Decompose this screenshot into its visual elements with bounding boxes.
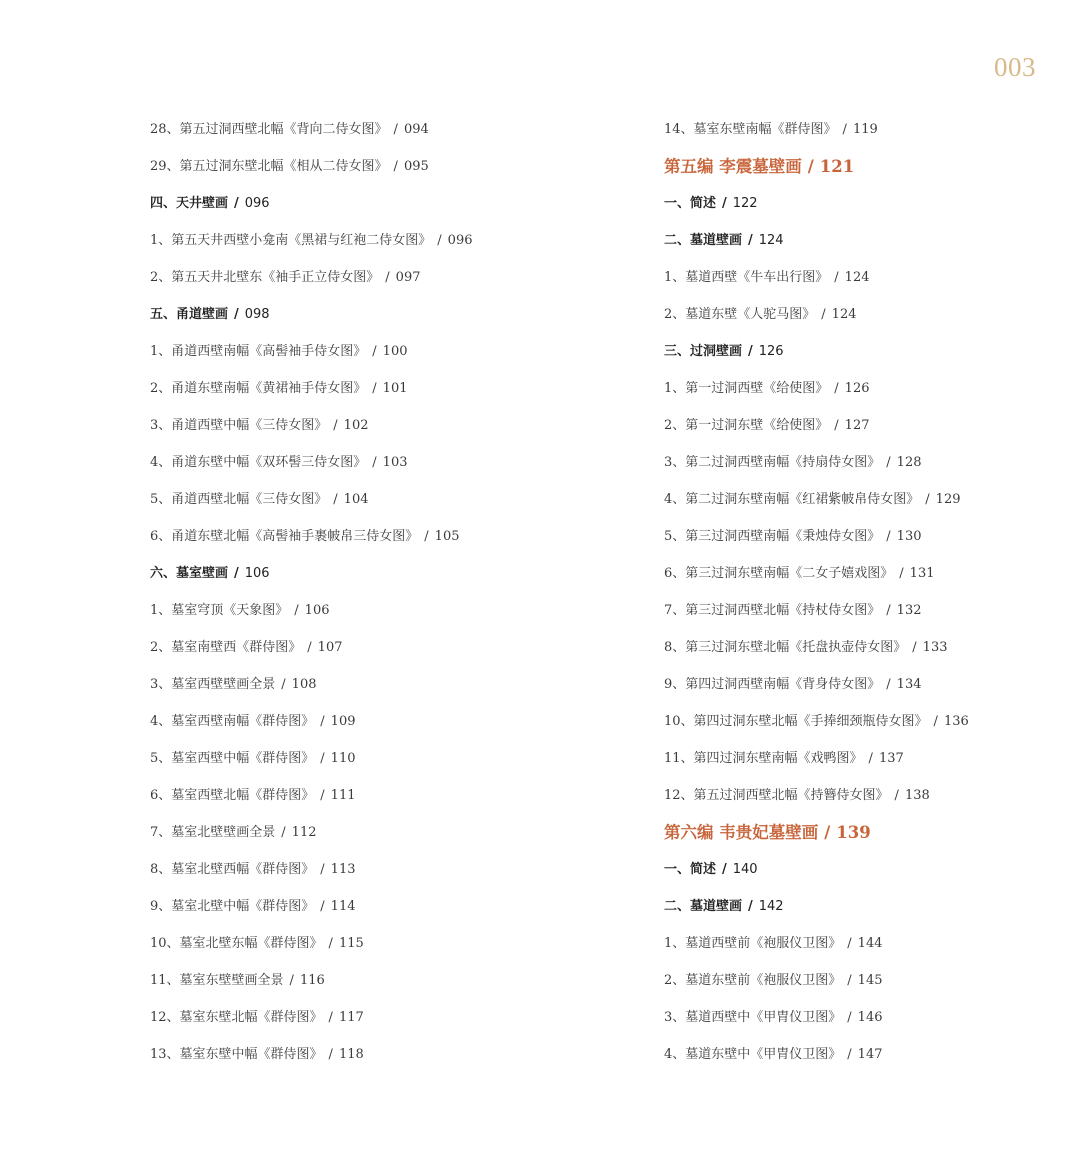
entry-title: 2、第一过洞东壁《给使图》: [664, 418, 829, 433]
entry-title: 二、墓道壁画: [664, 899, 743, 914]
page-separator: /: [933, 714, 938, 729]
page-separator: /: [281, 825, 286, 840]
entry-page-number: 106: [304, 603, 330, 618]
toc-entry: [664, 407, 1064, 444]
entry-title: 1、第一过洞西壁《给使图》: [664, 381, 829, 396]
page-separator: /: [722, 196, 727, 211]
page-separator: /: [328, 1010, 333, 1025]
entry-title: 1、墓室穹顶《天象图》: [150, 603, 289, 618]
toc-entry: [150, 407, 610, 444]
entry-title: 7、墓室北壁壁画全景: [150, 825, 276, 840]
entry-title: 2、墓室南壁西《群侍图》: [150, 640, 302, 655]
entry-title: 2、第五天井北壁东《袖手正立侍女图》: [150, 270, 380, 285]
entry-title: 二、墓道壁画: [664, 233, 743, 248]
page-separator: /: [320, 714, 325, 729]
toc-entry: [150, 888, 610, 925]
entry-title: 4、墓室西壁南幅《群侍图》: [150, 714, 315, 729]
entry-page-number: 106: [244, 566, 270, 581]
entry-title: 10、第四过洞东壁北幅《手捧细颈瓶侍女图》: [664, 714, 928, 729]
entry-title: 五、甬道壁画: [150, 307, 229, 322]
toc-entry: [664, 962, 1064, 999]
entry-page-number: 127: [844, 418, 870, 433]
page-separator: /: [821, 307, 826, 322]
entry-page-number: 111: [330, 788, 356, 803]
entry-page-number: 126: [844, 381, 870, 396]
toc-entry: [664, 666, 1064, 703]
page-separator: /: [234, 196, 239, 211]
entry-title: 3、墓室西壁壁画全景: [150, 677, 276, 692]
page-separator: /: [393, 159, 398, 174]
toc-entry: [150, 962, 610, 999]
page-separator: /: [847, 973, 852, 988]
entry-page-number: 097: [395, 270, 421, 285]
section-heading: [664, 851, 1064, 888]
toc-entry: [664, 444, 1064, 481]
toc-entry: [150, 518, 610, 555]
toc-entry: [150, 851, 610, 888]
page-separator: /: [393, 122, 398, 137]
page-separator: /: [834, 418, 839, 433]
entry-title: 4、甬道东壁中幅《双环髻三侍女图》: [150, 455, 367, 470]
page-separator: /: [328, 936, 333, 951]
entry-title: 10、墓室北壁东幅《群侍图》: [150, 936, 323, 951]
entry-page-number: 102: [343, 418, 369, 433]
entry-title: 1、墓道西壁前《袍服仪卫图》: [664, 936, 842, 951]
page-separator: /: [847, 1047, 852, 1062]
section-heading: [664, 222, 1064, 259]
entry-title: 第五编 李震墓壁画: [664, 157, 802, 176]
toc-entry: [150, 370, 610, 407]
entry-title: 12、第五过洞西壁北幅《持簪侍女图》: [664, 788, 889, 803]
entry-page-number: 128: [896, 455, 922, 470]
toc-entry: [150, 814, 610, 851]
page-separator: /: [372, 344, 377, 359]
entry-title: 8、墓室北壁西幅《群侍图》: [150, 862, 315, 877]
toc-entry: [150, 222, 610, 259]
entry-page-number: 103: [382, 455, 408, 470]
entry-page-number: 137: [878, 751, 904, 766]
page-separator: /: [824, 823, 831, 842]
entry-title: 四、天井壁画: [150, 196, 229, 211]
toc-entry: [150, 925, 610, 962]
page-separator: /: [281, 677, 286, 692]
page-separator: /: [886, 529, 891, 544]
toc-entry: [150, 740, 610, 777]
entry-page-number: 119: [852, 122, 878, 137]
entry-page-number: 112: [291, 825, 317, 840]
entry-page-number: 147: [857, 1047, 883, 1062]
entry-page-number: 139: [836, 823, 871, 842]
entry-title: 11、墓室东壁壁画全景: [150, 973, 284, 988]
toc-right-column: [664, 111, 1064, 1073]
entry-title: 7、第三过洞西壁北幅《持杖侍女图》: [664, 603, 881, 618]
entry-page-number: 121: [819, 157, 855, 176]
page-separator: /: [886, 677, 891, 692]
entry-title: 5、甬道西壁北幅《三侍女图》: [150, 492, 328, 507]
toc-entry: [664, 999, 1064, 1036]
entry-page-number: 131: [909, 566, 935, 581]
entry-page-number: 118: [338, 1047, 364, 1062]
entry-page-number: 124: [844, 270, 870, 285]
entry-page-number: 133: [922, 640, 948, 655]
toc-entry: [664, 111, 1064, 148]
entry-page-number: 136: [943, 714, 969, 729]
toc-entry: [150, 999, 610, 1036]
entry-title: 12、墓室东壁北幅《群侍图》: [150, 1010, 323, 1025]
entry-page-number: 095: [403, 159, 429, 174]
entry-page-number: 122: [732, 196, 758, 211]
page-separator: /: [234, 307, 239, 322]
page-separator: /: [320, 751, 325, 766]
entry-title: 一、简述: [664, 196, 717, 211]
entry-title: 6、墓室西壁北幅《群侍图》: [150, 788, 315, 803]
entry-title: 2、墓道东壁《人驼马图》: [664, 307, 816, 322]
section-heading: [150, 555, 610, 592]
page-separator: /: [847, 1010, 852, 1025]
toc-entry: [664, 1036, 1064, 1073]
toc-entry: [664, 518, 1064, 555]
page-separator: /: [385, 270, 390, 285]
entry-title: 29、第五过洞东壁北幅《相从二侍女图》: [150, 159, 388, 174]
entry-page-number: 107: [317, 640, 343, 655]
entry-title: 3、甬道西壁中幅《三侍女图》: [150, 418, 328, 433]
toc-entry: [150, 703, 610, 740]
entry-page-number: 145: [857, 973, 883, 988]
page-separator: /: [294, 603, 299, 618]
page-separator: /: [748, 344, 753, 359]
part-heading: [664, 814, 1064, 851]
page-separator: /: [894, 788, 899, 803]
toc-entry: [150, 259, 610, 296]
toc-entry: [664, 555, 1064, 592]
entry-page-number: 108: [291, 677, 317, 692]
entry-page-number: 117: [338, 1010, 364, 1025]
entry-title: 第六编 韦贵妃墓壁画: [664, 823, 819, 842]
page-separator: /: [834, 270, 839, 285]
toc-entry: [664, 370, 1064, 407]
entry-title: 1、墓道西壁《牛车出行图》: [664, 270, 829, 285]
page-separator: /: [847, 936, 852, 951]
page-separator: /: [925, 492, 930, 507]
entry-title: 1、甬道西壁南幅《高髻袖手侍女图》: [150, 344, 367, 359]
entry-page-number: 146: [857, 1010, 883, 1025]
entry-title: 一、简述: [664, 862, 717, 877]
entry-title: 13、墓室东壁中幅《群侍图》: [150, 1047, 323, 1062]
entry-title: 9、墓室北壁中幅《群侍图》: [150, 899, 315, 914]
page-separator: /: [868, 751, 873, 766]
entry-page-number: 114: [330, 899, 356, 914]
toc-left-column: [150, 111, 610, 1073]
page-separator: /: [437, 233, 442, 248]
toc-entry: [150, 444, 610, 481]
entry-page-number: 104: [343, 492, 369, 507]
section-heading: [664, 888, 1064, 925]
section-heading: [664, 333, 1064, 370]
toc-entry: [150, 1036, 610, 1073]
toc-entry: [664, 296, 1064, 333]
page-separator: /: [372, 381, 377, 396]
page-separator: /: [234, 566, 239, 581]
entry-title: 8、第三过洞东壁北幅《托盘执壶侍女图》: [664, 640, 907, 655]
part-heading: [664, 148, 1064, 185]
entry-page-number: 130: [896, 529, 922, 544]
entry-title: 1、第五天井西壁小龛南《黑裙与红袍二侍女图》: [150, 233, 432, 248]
entry-title: 6、甬道东壁北幅《高髻袖手裹帔帛三侍女图》: [150, 529, 419, 544]
entry-title: 5、第三过洞西壁南幅《秉烛侍女图》: [664, 529, 881, 544]
entry-page-number: 138: [904, 788, 930, 803]
entry-title: 5、墓室西壁中幅《群侍图》: [150, 751, 315, 766]
toc-entry: [664, 592, 1064, 629]
page-separator: /: [320, 862, 325, 877]
entry-page-number: 129: [935, 492, 961, 507]
toc-entry: [664, 925, 1064, 962]
toc-entry: [664, 481, 1064, 518]
entry-page-number: 096: [447, 233, 473, 248]
toc-entry: [664, 629, 1064, 666]
page-separator: /: [328, 1047, 333, 1062]
toc-entry: [664, 777, 1064, 814]
toc-entry: [664, 259, 1064, 296]
entry-title: 6、第三过洞东壁南幅《二女子嬉戏图》: [664, 566, 894, 581]
entry-title: 28、第五过洞西壁北幅《背向二侍女图》: [150, 122, 388, 137]
entry-title: 3、墓道西壁中《甲胄仪卫图》: [664, 1010, 842, 1025]
page-separator: /: [834, 381, 839, 396]
page-separator: /: [424, 529, 429, 544]
entry-page-number: 113: [330, 862, 356, 877]
page-separator: /: [320, 788, 325, 803]
page-separator: /: [333, 418, 338, 433]
page-separator: /: [842, 122, 847, 137]
entry-page-number: 132: [896, 603, 922, 618]
section-heading: [150, 185, 610, 222]
toc-entry: [664, 740, 1064, 777]
toc-entry: [150, 629, 610, 666]
page-number: 003: [994, 52, 1036, 82]
page-separator: /: [333, 492, 338, 507]
toc-entry: [664, 703, 1064, 740]
page-separator: /: [899, 566, 904, 581]
section-heading: [150, 296, 610, 333]
page-separator: /: [748, 899, 753, 914]
entry-title: 14、墓室东壁南幅《群侍图》: [664, 122, 837, 137]
entry-title: 2、甬道东壁南幅《黄裙袖手侍女图》: [150, 381, 367, 396]
page-separator: /: [886, 603, 891, 618]
toc-entry: [150, 333, 610, 370]
entry-page-number: 126: [758, 344, 784, 359]
entry-page-number: 101: [382, 381, 408, 396]
page-separator: /: [320, 899, 325, 914]
entry-page-number: 096: [244, 196, 270, 211]
page-separator: /: [372, 455, 377, 470]
page-separator: /: [912, 640, 917, 655]
entry-title: 3、第二过洞西壁南幅《持扇侍女图》: [664, 455, 881, 470]
page-separator: /: [307, 640, 312, 655]
entry-page-number: 110: [330, 751, 356, 766]
page-separator: /: [748, 233, 753, 248]
entry-title: 六、墓室壁画: [150, 566, 229, 581]
entry-page-number: 115: [338, 936, 364, 951]
entry-title: 11、第四过洞东壁南幅《戏鸭图》: [664, 751, 863, 766]
toc-entry: [150, 666, 610, 703]
toc-entry: [150, 111, 610, 148]
entry-page-number: 109: [330, 714, 356, 729]
section-heading: [664, 185, 1064, 222]
page-separator: /: [722, 862, 727, 877]
entry-page-number: 105: [434, 529, 460, 544]
entry-page-number: 140: [732, 862, 758, 877]
entry-page-number: 134: [896, 677, 922, 692]
page-separator: /: [289, 973, 294, 988]
entry-page-number: 144: [857, 936, 883, 951]
entry-title: 三、过洞壁画: [664, 344, 743, 359]
entry-page-number: 098: [244, 307, 270, 322]
toc-entry: [150, 592, 610, 629]
toc-entry: [150, 777, 610, 814]
entry-title: 4、第二过洞东壁南幅《红裙紫帔帛侍女图》: [664, 492, 920, 507]
entry-page-number: 142: [758, 899, 784, 914]
page-separator: /: [807, 157, 814, 176]
entry-page-number: 100: [382, 344, 408, 359]
entry-title: 9、第四过洞西壁南幅《背身侍女图》: [664, 677, 881, 692]
page-separator: /: [886, 455, 891, 470]
toc-entry: [150, 481, 610, 518]
entry-title: 2、墓道东壁前《袍服仪卫图》: [664, 973, 842, 988]
entry-page-number: 116: [299, 973, 325, 988]
entry-page-number: 124: [758, 233, 784, 248]
toc-entry: [150, 148, 610, 185]
entry-page-number: 124: [831, 307, 857, 322]
entry-title: 4、墓道东壁中《甲胄仪卫图》: [664, 1047, 842, 1062]
entry-page-number: 094: [403, 122, 429, 137]
